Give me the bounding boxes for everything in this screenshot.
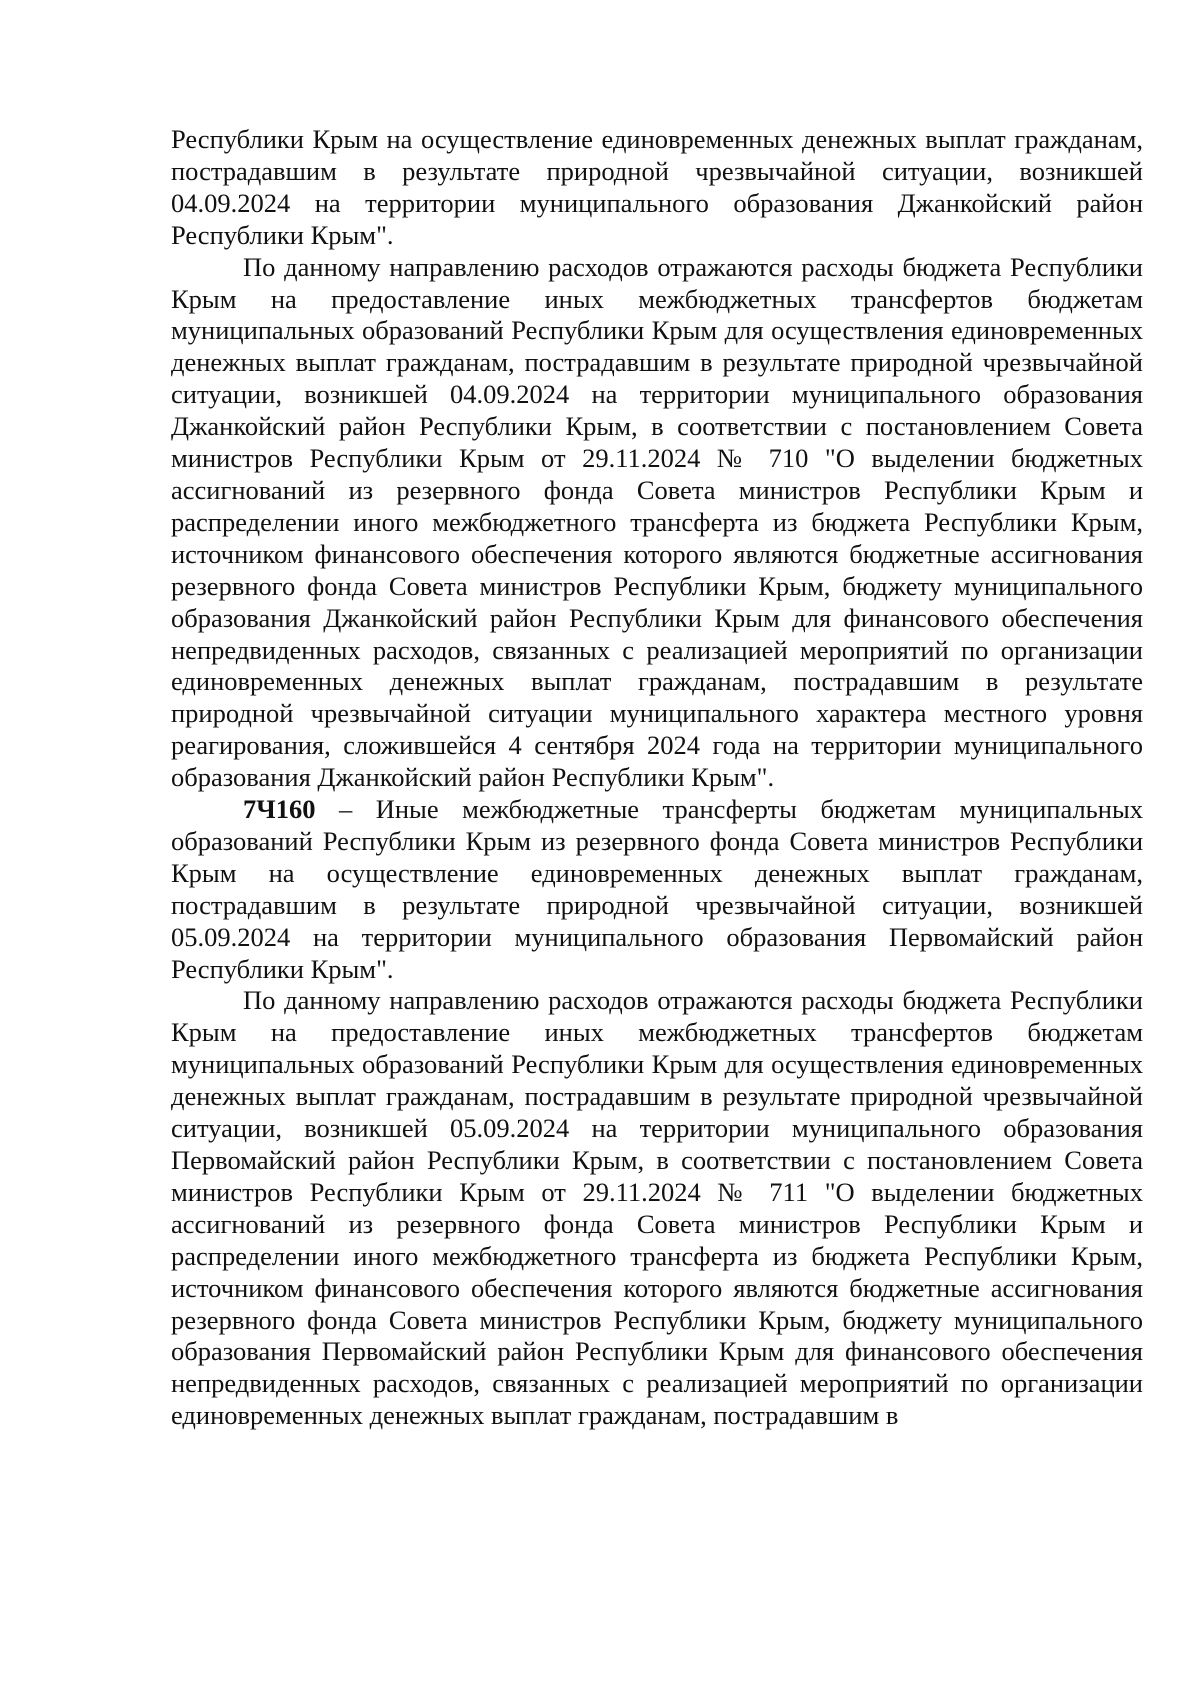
paragraph-expense-description-dzhankoy [171,252,1143,794]
paragraph-expense-description-pervomaysky [171,985,1143,1432]
paragraph-text: Республики Крым на осуществление единовременных денежных выплат гражданам, пострадавшим в результате природной чрезвычайной ситуации, возникшей 04.09.2024 на территории муниципального образования Джанкойский район Республики Крым". [171,124,1143,250]
paragraph-continuation [171,124,1143,252]
paragraph-text: По данному направлению расходов отражаются расходы бюджета Республики Крым на предоставление иных межбюджетных трансфертов бюджетам муниципальных образований Республики Крым для осуществления единовременных денежных выплат гражданам, пострадавшим в результате природной чрезвычайной ситуации, возникшей 05.09.2024 на территории муниципального образования Первомайский район Республики Крым, в соответствии с постановлением Совета министров Республики Крым от 29.11.2024 № 711 "О выделении бюджетных ассигнований из резервного фонда Совета министров Республики Крым и распределении иного межбюджетного трансферта из бюджета Республики Крым, источником финансового обеспечения которого являются бюджетные ассигнования резервного фонда Совета министров Республики Крым, бюджету муниципального образования Первомайский район Республики Крым для финансового обеспечения непредвиденных расходов, связанных с реализацией мероприятий по организации единовременных денежных выплат гражданам, пострадавшим в [171,985,1143,1431]
paragraph-budget-code-7ch160 [171,794,1143,985]
budget-code: 7Ч160 [243,794,316,825]
document-page [171,124,1143,1432]
paragraph-text: – Иные межбюджетные трансферты бюджетам муниципальных образований Республики Крым из резервного фонда Совета министров Республики Крым на осуществление единовременных денежных выплат гражданам, пострадавшим в результате природной чрезвычайной ситуации, возникшей 05.09.2024 на территории муниципального образования Первомайский район Республики Крым". [171,794,1143,984]
paragraph-text: По данному направлению расходов отражаются расходы бюджета Республики Крым на предоставление иных межбюджетных трансфертов бюджетам муниципальных образований Республики Крым для осуществления единовременных денежных выплат гражданам, пострадавшим в результате природной чрезвычайной ситуации, возникшей 04.09.2024 на территории муниципального образования Джанкойский район Республики Крым, в соответствии с постановлением Совета министров Республики Крым от 29.11.2024 № 710 "О выделении бюджетных ассигнований из резервного фонда Совета министров Республики Крым и распределении иного межбюджетного трансферта из бюджета Республики Крым, источником финансового обеспечения которого являются бюджетные ассигнования резервного фонда Совета министров Республики Крым, бюджету муниципального образования Джанкойский район Республики Крым для финансового обеспечения непредвиденных расходов, связанных с реализацией мероприятий по организации единовременных денежных выплат гражданам, пострадавшим в результате природной чрезвычайной ситуации муниципального характера местного уровня реагирования, сложившейся 4 сентября 2024 года на территории муниципального образования Джанкойский район Республики Крым". [171,251,1143,793]
